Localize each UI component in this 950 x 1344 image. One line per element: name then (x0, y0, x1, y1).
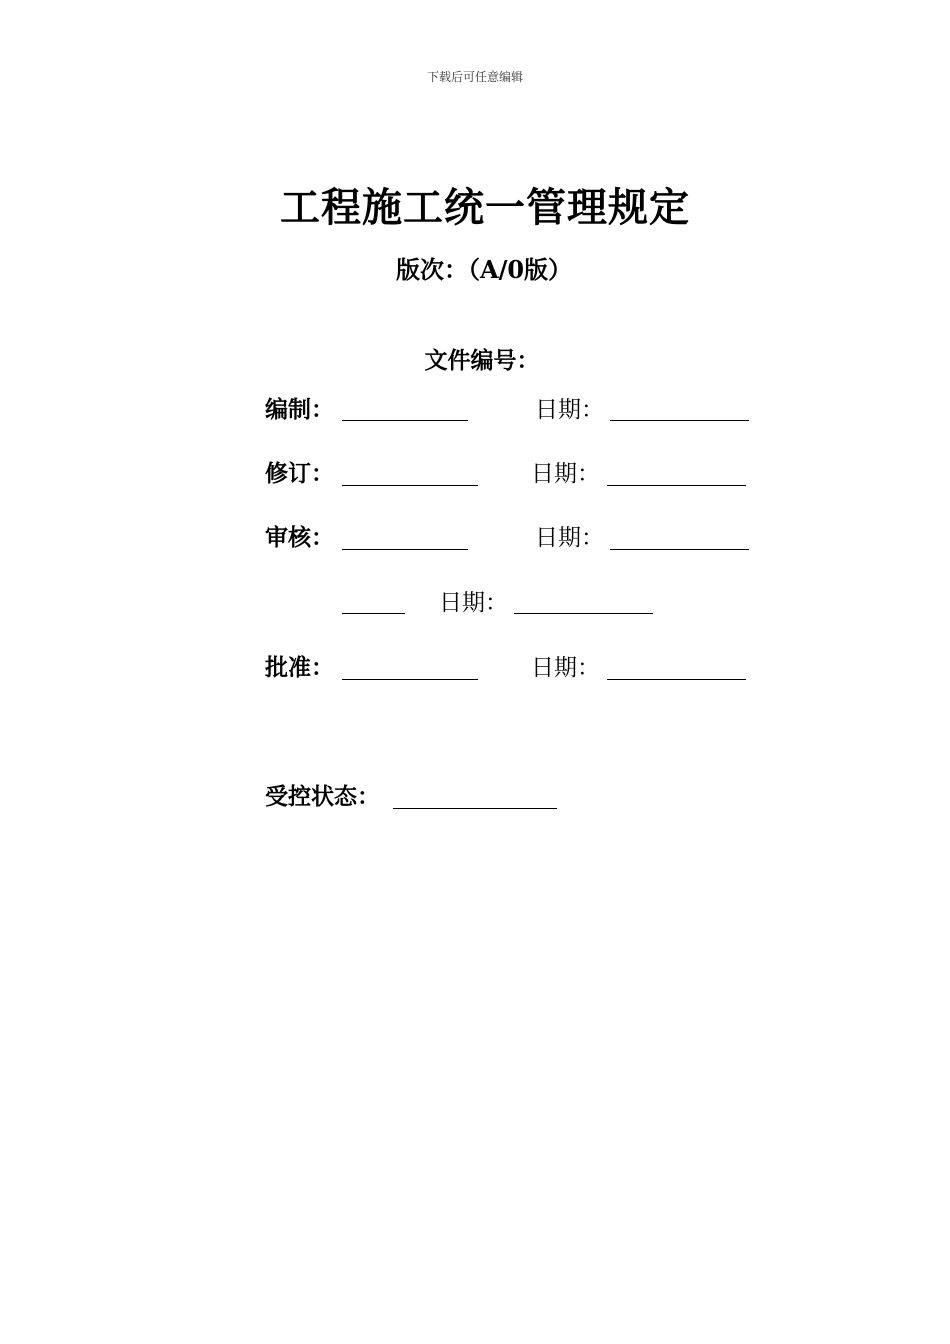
extra-date-label: 日期： (439, 590, 508, 616)
prepared-by-blank[interactable] (342, 420, 468, 421)
prepared-by-label: 编制： (265, 396, 334, 423)
approved-date-blank[interactable] (607, 679, 746, 680)
revised-date-label: 日期： (531, 461, 600, 487)
extra-date-blank[interactable] (514, 613, 653, 614)
revised-date-blank[interactable] (607, 485, 746, 486)
revised-by-blank[interactable] (342, 485, 478, 486)
approved-by-label: 批准： (265, 654, 334, 681)
reviewed-date-blank[interactable] (610, 549, 749, 550)
approved-by-blank[interactable] (342, 679, 478, 680)
control-status-label: 受控状态： (265, 783, 380, 810)
header-note: 下载后可任意编辑 (426, 70, 523, 84)
control-status-blank[interactable] (393, 808, 557, 809)
reviewed-by-label: 审核： (265, 524, 334, 551)
revised-by-label: 修订： (265, 460, 334, 487)
prepared-date-label: 日期： (535, 397, 604, 423)
approved-date-label: 日期： (531, 655, 600, 681)
file-number-label: 文件编号： (424, 347, 540, 374)
reviewed-date-label: 日期： (535, 525, 604, 551)
version-line: 版次：（A/0版） (395, 255, 573, 284)
extra-signer-blank[interactable] (342, 613, 405, 614)
reviewed-by-blank[interactable] (342, 549, 468, 550)
prepared-date-blank[interactable] (610, 420, 749, 421)
document-title: 工程施工统一管理规定 (280, 184, 690, 231)
